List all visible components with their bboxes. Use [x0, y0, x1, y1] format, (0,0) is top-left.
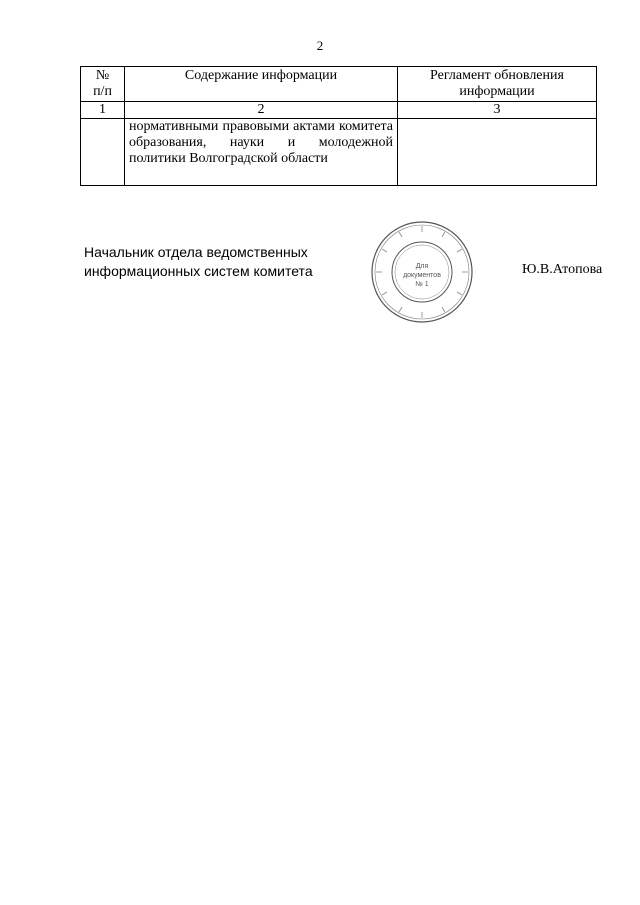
signature-name: Ю.В.Атопова — [522, 262, 603, 277]
svg-text:документов: документов — [403, 272, 441, 279]
row-number-cell — [81, 119, 125, 186]
info-table — [80, 66, 597, 186]
table-row — [81, 119, 597, 186]
row-schedule-cell — [398, 119, 597, 186]
signature-position-line1: Начальник отдела ведомственных — [84, 244, 308, 260]
svg-text:Для: Для — [415, 263, 429, 270]
header-number-cell — [81, 67, 125, 102]
index-cell-1: 1 — [81, 102, 125, 119]
signature-position — [84, 243, 313, 281]
page-number: 2 — [316, 38, 324, 53]
svg-text:№ 1: № 1 — [415, 281, 429, 288]
signature-position-line2: информационных систем комитета — [84, 263, 313, 279]
header-content-cell: Содержание информации — [125, 67, 398, 102]
index-cell-2: 2 — [125, 102, 398, 119]
official-stamp — [370, 220, 474, 324]
header-number-line2: п/п — [93, 84, 112, 99]
row-content-cell: нормативными правовыми актами комитета образования, науки и молодежной политики Волгоградской области — [125, 119, 398, 186]
header-number-line1: № — [95, 68, 110, 83]
index-cell-3: 3 — [398, 102, 597, 119]
table-header-row — [81, 67, 597, 102]
header-schedule-cell: Регламент обновления информации — [398, 67, 597, 102]
table-index-row — [81, 102, 597, 119]
